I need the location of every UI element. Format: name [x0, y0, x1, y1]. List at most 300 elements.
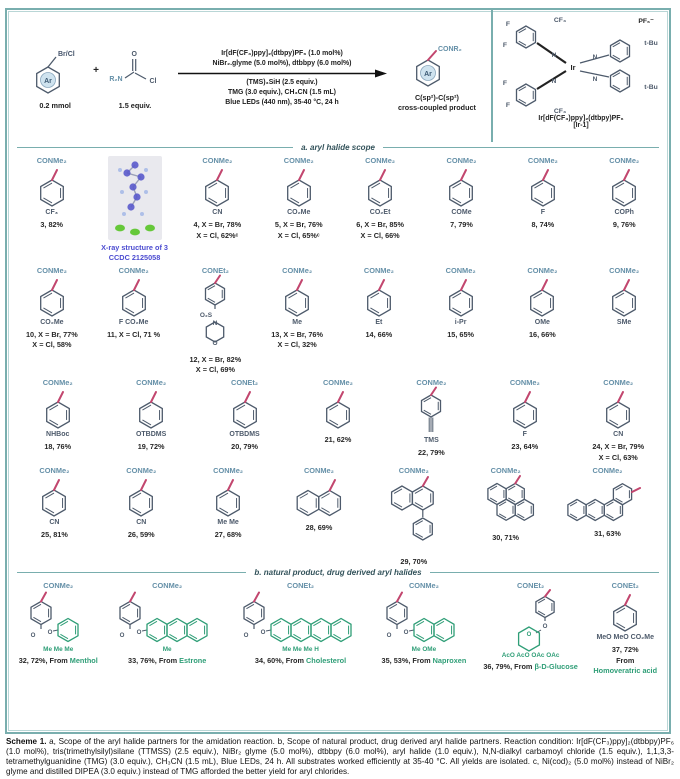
carbamoyl-chloride-structure-icon [104, 46, 166, 100]
structure-icon [213, 386, 277, 432]
amide-label: CONMe₂ [202, 156, 233, 165]
compound-card-31 [560, 466, 654, 539]
yield-label [450, 220, 473, 230]
compound-card-30 [472, 466, 540, 543]
compound-card-21 [305, 378, 371, 445]
scheme-caption [6, 737, 674, 777]
compound-card-19 [118, 378, 184, 453]
source-label: Estrone [179, 656, 207, 666]
compound-card-14 [346, 266, 412, 341]
yield-line: X = Cl, 63% [598, 452, 638, 462]
compound-card-3 [19, 156, 85, 231]
svg-text:CF₃: CF₃ [553, 17, 567, 24]
amide-label: CONMe₂ [446, 156, 477, 165]
amide-label: CONMe₂ [365, 156, 396, 165]
compound-card-35 [379, 581, 469, 666]
structure-icon [20, 274, 84, 320]
structure-icon [380, 589, 468, 647]
structure-icon [26, 386, 90, 432]
compound-card-22 [398, 378, 464, 459]
yield-line: 20, 79% [231, 442, 258, 452]
compound-card-27 [195, 466, 261, 541]
structure-icon [102, 274, 166, 320]
svg-text:PF₆⁻: PF₆⁻ [638, 18, 654, 25]
structure-icon [592, 164, 656, 210]
structure-icon [265, 274, 329, 320]
svg-text:F: F [505, 21, 511, 28]
amide-label: CONMe₂ [416, 378, 447, 388]
green-substituent-label: Me [162, 646, 172, 654]
yield-line: 33, 76%, From Estrone [128, 656, 207, 666]
substituent-label: CO₂Me [40, 318, 64, 326]
compound-card-23 [492, 378, 558, 453]
yield-line: 36, 79%, From β-D-Glucose [483, 662, 578, 672]
yield-label [492, 533, 519, 543]
amide-label: CONMe₂ [126, 465, 157, 475]
substituent-label: Me Me [217, 518, 239, 526]
structure-icon [592, 274, 656, 320]
yield-line: 25, 81% [41, 530, 68, 540]
yield-label [511, 442, 538, 452]
svg-text:O: O [47, 629, 53, 637]
compound-card-8 [510, 156, 576, 231]
structure-icon [429, 164, 493, 210]
svg-text:CF₃: CF₃ [553, 108, 567, 115]
yield-label [215, 530, 242, 540]
xray-card [100, 156, 169, 263]
compound-card-9 [591, 156, 657, 231]
yield-line: 26, 59% [127, 530, 155, 540]
svg-text:O₂S: O₂S [200, 311, 213, 319]
yield-line: 28, 69% [305, 522, 333, 532]
substituent-label: Me [292, 318, 302, 326]
svg-text:N: N [551, 52, 557, 59]
divider-line [430, 572, 659, 573]
svg-text:Ir: Ir [570, 63, 576, 72]
green-substituent-label: Me Me Me [43, 646, 74, 654]
caption-title: Scheme 1. [6, 737, 47, 746]
yield-line: X = Cl, 32% [277, 340, 317, 350]
compound-card-5 [266, 156, 332, 241]
amide-label: CONMe₂ [527, 265, 558, 275]
amide-label: CONMe₂ [282, 265, 313, 275]
source-label: β-D-Glucose [534, 662, 578, 672]
amide-label: CONMe₂ [363, 265, 394, 275]
product-note [398, 93, 476, 114]
yield-label [447, 330, 474, 340]
compound-card-20 [212, 378, 278, 453]
compound-card-7 [428, 156, 494, 231]
substituent-label: CO₂Et [369, 209, 391, 216]
substituent-label: F [540, 209, 545, 216]
green-substituent-label: AcO AcO OAc OAc [501, 652, 560, 660]
yield-label [325, 435, 352, 445]
yield-label [275, 220, 323, 240]
reactant2-amount: 1.5 equiv. [118, 101, 152, 110]
plus-sign: + [93, 64, 99, 76]
compound-card-36 [482, 581, 579, 672]
amide-label: CONEt₂ [201, 265, 229, 275]
yield-line: 29, 70% [400, 556, 428, 566]
svg-text:Ar: Ar [424, 70, 432, 78]
amide-label: CONMe₂ [398, 465, 429, 475]
structure-icon [593, 589, 657, 635]
svg-text:N: N [592, 76, 598, 83]
structure-icon [22, 474, 86, 520]
substituent-label: Et [375, 318, 383, 326]
yield-line: 8, 74% [531, 220, 555, 230]
svg-text:F: F [502, 80, 508, 87]
structure-icon [399, 386, 463, 438]
scope-row [7, 578, 669, 676]
reaction-scheme-panel [7, 10, 669, 142]
amide-label: CONMe₂ [36, 265, 67, 275]
structure-icon [561, 474, 653, 526]
structure-icon [510, 274, 574, 320]
compound-card-15 [428, 266, 494, 341]
compound-card-18 [25, 378, 91, 453]
section-b-title: b. natural product, drug derived aryl halides [254, 568, 422, 578]
condition-line: NiBr₂.glyme (5.0 mol%), dtbbpy (6.0 mol%) [212, 59, 352, 67]
yield-label [593, 645, 657, 676]
yield-label [365, 330, 392, 340]
svg-text:Ar: Ar [44, 78, 53, 85]
yield-line: 5, X = Br, 76% [274, 220, 323, 230]
reaction-equation [7, 10, 491, 142]
substituent-label: i-Pr [454, 318, 467, 326]
yield-label [271, 330, 323, 350]
green-substituent-label: Me OMe [411, 646, 437, 654]
condition-line: Blue LEDs (440 nm), 35-40 °C, 24 h [225, 98, 339, 106]
compound-card-11 [101, 266, 167, 341]
compound-card-34 [236, 581, 366, 666]
svg-text:Cl: Cl [149, 78, 157, 85]
source-label: Cholesterol [306, 656, 347, 666]
yield-label [231, 442, 258, 452]
xray-caption-line: X-ray structure of 3 [101, 243, 168, 252]
svg-text:N: N [213, 319, 218, 327]
svg-text:O: O [542, 623, 547, 631]
yield-line: X = Cl, 65%ᶜ [277, 230, 320, 240]
amide-label: CONMe₂ [283, 156, 314, 165]
compound-card-25 [21, 466, 87, 541]
compound-card-29 [377, 466, 451, 567]
amide-label: CONMe₂ [43, 581, 74, 591]
svg-text:N: N [592, 54, 598, 61]
yield-line: 21, 62% [324, 435, 352, 445]
yield-line: X = Cl, 62%ᶜ [196, 230, 239, 240]
substituent-label: TMS [424, 437, 439, 445]
yield-label [255, 656, 346, 666]
svg-text:t-Bu: t-Bu [644, 40, 658, 47]
scope-row [7, 463, 669, 567]
yield-line: 24, X = Br, 79% [592, 442, 645, 452]
structure-icon [489, 589, 573, 653]
compound-card-4 [184, 156, 250, 241]
yield-line: 30, 71% [492, 532, 520, 542]
yield-label [306, 523, 333, 533]
structure-icon [113, 589, 221, 647]
amide-label: CONMe₂ [603, 378, 634, 388]
yield-line: 9, 76% [612, 220, 636, 230]
compound-card-26 [108, 466, 174, 541]
reactant1-amount: 0.2 mmol [39, 101, 71, 110]
reactant-aryl-halide [22, 46, 88, 110]
amide-label: CONEt₂ [286, 581, 315, 591]
yield-line: 14, 66% [365, 330, 393, 340]
yield-line: 31, 63% [594, 528, 621, 538]
divider-line [17, 147, 293, 148]
yield-line: 27, 68% [214, 530, 242, 540]
structure-icon [511, 164, 575, 210]
substituent-label: CN [613, 431, 624, 439]
amide-label: CONMe₂ [527, 156, 558, 165]
yield-line: 13, X = Br, 76% [271, 330, 323, 340]
yield-label [613, 220, 636, 230]
yield-label [592, 442, 644, 462]
yield-line: 18, 76% [44, 442, 72, 452]
structure-icon [237, 589, 365, 647]
compound-card-6 [347, 156, 413, 241]
svg-text:O: O [212, 339, 218, 347]
yield-label [418, 448, 445, 458]
amide-label: CONMe₂ [42, 378, 73, 388]
amide-label: CONMe₂ [322, 378, 353, 388]
photocatalyst-panel [491, 10, 669, 142]
yield-label [19, 656, 98, 666]
yield-label [194, 220, 242, 240]
svg-text:N: N [551, 78, 557, 85]
xray-caption [101, 243, 168, 263]
yield-line: 3, 82% [40, 220, 64, 230]
compound-card-12 [182, 266, 248, 375]
yield-label [138, 442, 165, 452]
amide-label: CONMe₂ [609, 156, 640, 165]
amide-label: CONMe₂ [118, 265, 149, 275]
compound-card-10 [19, 266, 85, 351]
substituent-label: SMe [616, 318, 632, 326]
yield-label [382, 656, 467, 666]
amide-label: CONEt₂ [611, 581, 639, 591]
yield-label [400, 557, 427, 567]
amide-label: CONMe₂ [445, 265, 476, 275]
structure-icon [24, 589, 92, 647]
structure-icon [109, 474, 173, 520]
substituent-label: CN [212, 209, 223, 216]
yield-line: 12, X = Br, 82% [189, 354, 242, 364]
structure-icon [183, 274, 247, 352]
condition-line: Ir[dF(CF₃)ppy]₂(dtbpy)PF₆ (1.0 mol%) [221, 49, 343, 57]
amide-label: CONMe₂ [136, 378, 167, 388]
yield-label [107, 330, 160, 340]
compound-card-17 [591, 266, 657, 327]
amide-label: CONMe₂ [36, 156, 67, 165]
scope-row [7, 375, 669, 463]
aryl-halide-structure-icon [22, 46, 88, 100]
substituent-label: MeO MeO CO₂Me [596, 634, 654, 642]
product-structure-icon [402, 43, 472, 91]
section-a-title: a. aryl halide scope [301, 143, 375, 152]
scope-row [7, 263, 669, 375]
compound-card-13 [264, 266, 330, 351]
yield-label [594, 529, 621, 539]
reaction-arrow-icon [176, 69, 388, 78]
yield-line: 32, 72%, From Menthol [18, 656, 98, 666]
yield-line: 7, 79% [450, 220, 473, 230]
compound-card-24 [585, 378, 651, 463]
amide-label: CONMe₂ [213, 465, 244, 475]
yield-line: 6, X = Br, 85% [356, 220, 404, 230]
substituent-label: OTBDMS [135, 431, 167, 439]
svg-text:O: O [136, 629, 142, 637]
reaction-conditions [171, 49, 393, 108]
yield-label [128, 656, 206, 666]
substituent-label: OMe [534, 318, 550, 326]
substituent-label: CN [136, 518, 147, 526]
amide-label: CONEt₂ [230, 378, 259, 388]
catalyst-tag: [Ir-1] [573, 122, 589, 129]
svg-text:O: O [119, 632, 125, 640]
yield-label [44, 442, 71, 452]
yield-label [26, 330, 78, 350]
reactant-carbamoyl-chloride [104, 46, 166, 110]
structure-icon [267, 164, 331, 210]
scope-row [7, 153, 669, 263]
amide-label: CONMe₂ [303, 465, 334, 475]
yield-line: 4, X = Br, 78% [193, 220, 242, 230]
structure-icon [283, 474, 355, 520]
source-label: Naproxen [432, 656, 467, 666]
yield-line: 37, 72% [611, 645, 639, 655]
yield-line: 34, 60%, From Cholesterol [254, 656, 347, 666]
divider-line [17, 572, 246, 573]
structure-icon [473, 474, 539, 530]
compound-card-32 [18, 581, 99, 666]
yield-line: 16, 66% [528, 330, 556, 340]
product-group [398, 43, 476, 114]
amide-label: CONMe₂ [39, 465, 70, 475]
svg-text:O: O [243, 632, 248, 640]
svg-text:O: O [403, 629, 409, 637]
yield-line: 23, 64% [511, 442, 539, 452]
yield-label [40, 220, 63, 230]
substituent-label: CO₂Me [287, 209, 311, 216]
yield-line: 10, X = Br, 77% [26, 330, 78, 340]
green-substituent-label: Me Me Me H [282, 646, 319, 654]
ir-photocatalyst-structure-icon [496, 13, 666, 117]
aryl-halide-scope-grid [7, 153, 669, 567]
svg-text:t-Bu: t-Bu [644, 84, 658, 91]
svg-text:O: O [386, 632, 392, 640]
structure-icon [20, 164, 84, 210]
compound-card-37 [592, 581, 658, 676]
substituent-label: F CO₂Me [118, 318, 149, 326]
structure-icon [306, 386, 370, 432]
structure-icon [348, 164, 412, 210]
amide-label: CONEt₂ [517, 581, 545, 591]
yield-line: X = Cl, 66% [360, 230, 400, 240]
yield-line: 22, 79% [418, 448, 445, 458]
svg-text:O: O [526, 632, 531, 639]
compound-card-16 [509, 266, 575, 341]
yield-line: 15, 65% [447, 330, 475, 340]
condition-line: TMG (3.0 equiv.), CH₃CN (1.5 mL) [228, 88, 336, 96]
yield-line: 35, 53%, From Naproxen [381, 656, 467, 666]
yield-label [532, 220, 555, 230]
svg-text:F: F [505, 102, 511, 109]
structure-icon [196, 474, 260, 520]
svg-text:O: O [30, 632, 36, 640]
amide-label: CONMe₂ [509, 378, 540, 388]
yield-label [190, 355, 242, 375]
source-label: Menthol [69, 656, 98, 666]
amide-label: CONMe₂ [152, 581, 183, 591]
product-note-line2: cross-coupled product [397, 103, 476, 112]
svg-text:O: O [260, 629, 265, 637]
structure-icon [185, 164, 249, 210]
yield-label [356, 220, 404, 240]
xray-ortep-icon [108, 156, 162, 240]
catalyst-name: Ir[dF(CF₃)ppy]₂(dtbpy)PF₆ [538, 115, 624, 122]
svg-text:R₂N: R₂N [109, 76, 123, 83]
svg-text:CONR₂: CONR₂ [437, 45, 462, 53]
xray-structure-image [108, 156, 162, 240]
substituent-label: COPh [614, 209, 634, 216]
product-note-line1: C(sp²)-C(sp²) [414, 92, 459, 102]
compound-card-28 [282, 466, 356, 533]
caption-body: a, Scope of the aryl halide partners for the amidation reaction. b, Scope of natural product, drug derived aryl halide partners. Reaction condition: Ir[dF(CF₃)ppy]₂(dtbbpy)PF₆ (1.0 mol%), tris(trimethylsilyl)silane (TTMSS) (2.5 equiv.), NiBr₂ glyme (5.0 mol%), dtbbpy (6.0 mol%), aryl halide (1.0 equiv.), N,N-dialkyl carbamoyl chloride (1.5 equiv.), 1,1,3,3-tetramethylguanidine (TMG) (3.0 equiv.), CH₃CN (1.5 mL), Blue LEDs, 24 h. All substrates worked efficiently at 35-40 °C. All yields are isolated. c, Ni(cod)₂ (5.0 mol%) instead of NiBr₂ glyme and distilled DIPEA (3.0 equiv.) instead of TMG afforded the better yield for aryl chlorides. [6, 737, 674, 776]
amide-label: CONMe₂ [609, 265, 640, 275]
section-b-divider [17, 568, 659, 577]
xray-caption-line: CCDC 2125058 [108, 252, 161, 262]
condition-line: (TMS)₃SiH (2.5 equiv.) [246, 78, 318, 86]
structure-icon [347, 274, 411, 320]
natural-product-scope-grid [7, 578, 669, 676]
svg-text:O: O [131, 51, 137, 58]
yield-label [41, 530, 68, 540]
structure-icon [586, 386, 650, 432]
structure-icon [429, 274, 493, 320]
substituent-label: CF₃ [45, 209, 58, 216]
amide-label: CONMe₂ [592, 465, 623, 475]
yield-label [483, 662, 578, 672]
structure-icon [119, 386, 183, 432]
svg-text:Br/Cl: Br/Cl [58, 51, 75, 58]
figure-frame [5, 8, 671, 734]
yield-line: X = Cl, 69% [195, 364, 235, 374]
yield-line: X = Cl, 58% [32, 340, 72, 350]
svg-text:F: F [502, 42, 508, 49]
section-a-divider [17, 143, 659, 152]
divider-line [383, 147, 659, 148]
amide-label: CONMe₂ [408, 581, 439, 591]
yield-label [128, 530, 155, 540]
compound-card-33 [112, 581, 222, 666]
yield-line: 19, 72% [137, 442, 165, 452]
substituent-label: OTBDMS [229, 431, 260, 439]
yield-label [529, 330, 556, 340]
structure-icon [378, 474, 450, 554]
source-label: Homoveratric acid [593, 665, 658, 675]
yield-line: From [616, 655, 635, 665]
substituent-label: COMe [451, 209, 472, 216]
yield-line: 11, X = Cl, 71 % [107, 330, 161, 340]
amide-label: CONMe₂ [490, 465, 521, 475]
substituent-label: CN [49, 518, 60, 526]
substituent-label: F [522, 431, 527, 439]
structure-icon [493, 386, 557, 432]
substituent-label: NHBoc [46, 431, 70, 439]
